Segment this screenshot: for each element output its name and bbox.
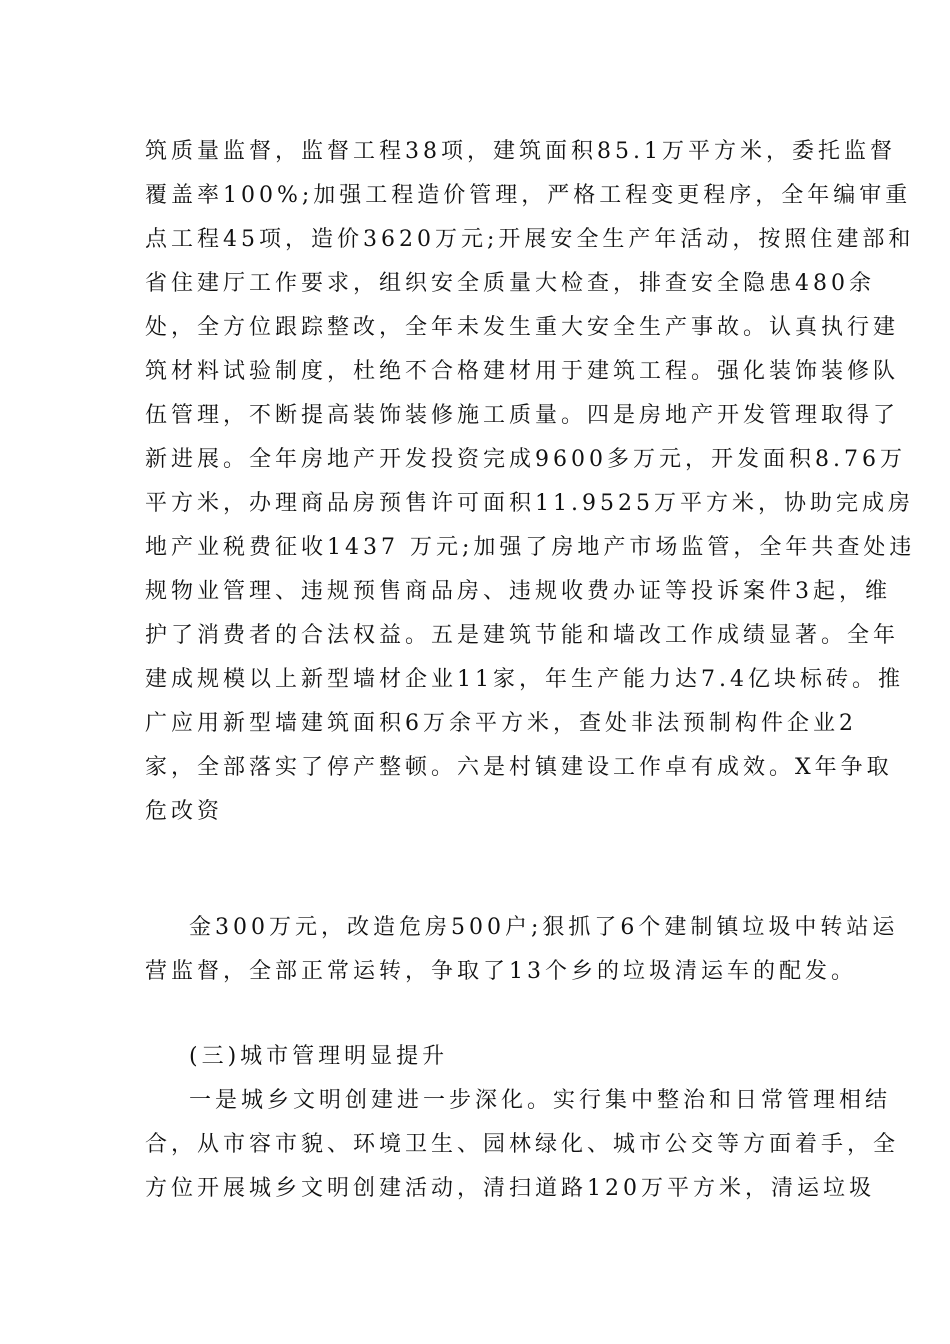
text-line: 广应用新型墙建筑面积6万余平方米，查处非法预制构件企业2 bbox=[145, 711, 857, 736]
text-line: 伍管理，不断提高装饰装修施工质量。四是房地产开发管理取得了 bbox=[145, 403, 900, 428]
text-line: 平方米，办理商品房预售许可面积11.9525万平方米，协助完成房 bbox=[145, 491, 914, 516]
paragraph-construction-housing bbox=[145, 130, 916, 834]
paragraph-funds bbox=[145, 906, 899, 994]
text-line: 点工程45项，造价3620万元;开展安全生产年活动，按照住建部和 bbox=[145, 227, 915, 252]
section-heading: (三)城市管理明显提升 bbox=[189, 1044, 449, 1069]
text-line: 筑材料试验制度，杜绝不合格建材用于建筑工程。强化装饰装修队 bbox=[145, 359, 900, 384]
text-line: 处，全方位跟踪整改，全年未发生重大安全生产事故。认真执行建 bbox=[145, 315, 900, 340]
section-city-management bbox=[145, 1035, 900, 1211]
text-line: 新进展。全年房地产开发投资完成9600多万元，开发面积8.76万 bbox=[145, 447, 906, 472]
text-line: 营监督，全部正常运转，争取了13个乡的垃圾清运车的配发。 bbox=[145, 959, 857, 984]
text-line: 危改资 bbox=[145, 799, 224, 824]
text-line: 建成规模以上新型墙材企业11家，年生产能力达7.4亿块标砖。推 bbox=[145, 667, 904, 692]
text-line: 规物业管理、违规预售商品房、违规收费办证等投诉案件3起，维 bbox=[145, 579, 891, 604]
text-line: 金300万元，改造危房500户;狠抓了6个建制镇垃圾中转站运 bbox=[189, 915, 899, 940]
text-line: 一是城乡文明创建进一步深化。实行集中整治和日常管理相结 bbox=[189, 1088, 892, 1113]
text-line: 护了消费者的合法权益。五是建筑节能和墙改工作成绩显著。全年 bbox=[145, 623, 900, 648]
text-line: 合，从市容市貌、环境卫生、园林绿化、城市公交等方面着手，全 bbox=[145, 1132, 900, 1157]
text-line: 地产业税费征收1437 万元;加强了房地产市场监管，全年共查处违 bbox=[145, 535, 916, 560]
text-line: 省住建厅工作要求，组织安全质量大检查，排查安全隐患480余 bbox=[145, 271, 875, 296]
text-line: 覆盖率100%;加强工程造价管理，严格工程变更程序，全年编审重 bbox=[145, 183, 912, 208]
text-line: 家，全部落实了停产整顿。六是村镇建设工作卓有成效。X年争取 bbox=[145, 755, 893, 780]
text-line: 方位开展城乡文明创建活动，清扫道路120万平方米，清运垃圾 bbox=[145, 1176, 875, 1201]
text-line: 筑质量监督，监督工程38项，建筑面积85.1万平方米，委托监督 bbox=[145, 139, 896, 164]
